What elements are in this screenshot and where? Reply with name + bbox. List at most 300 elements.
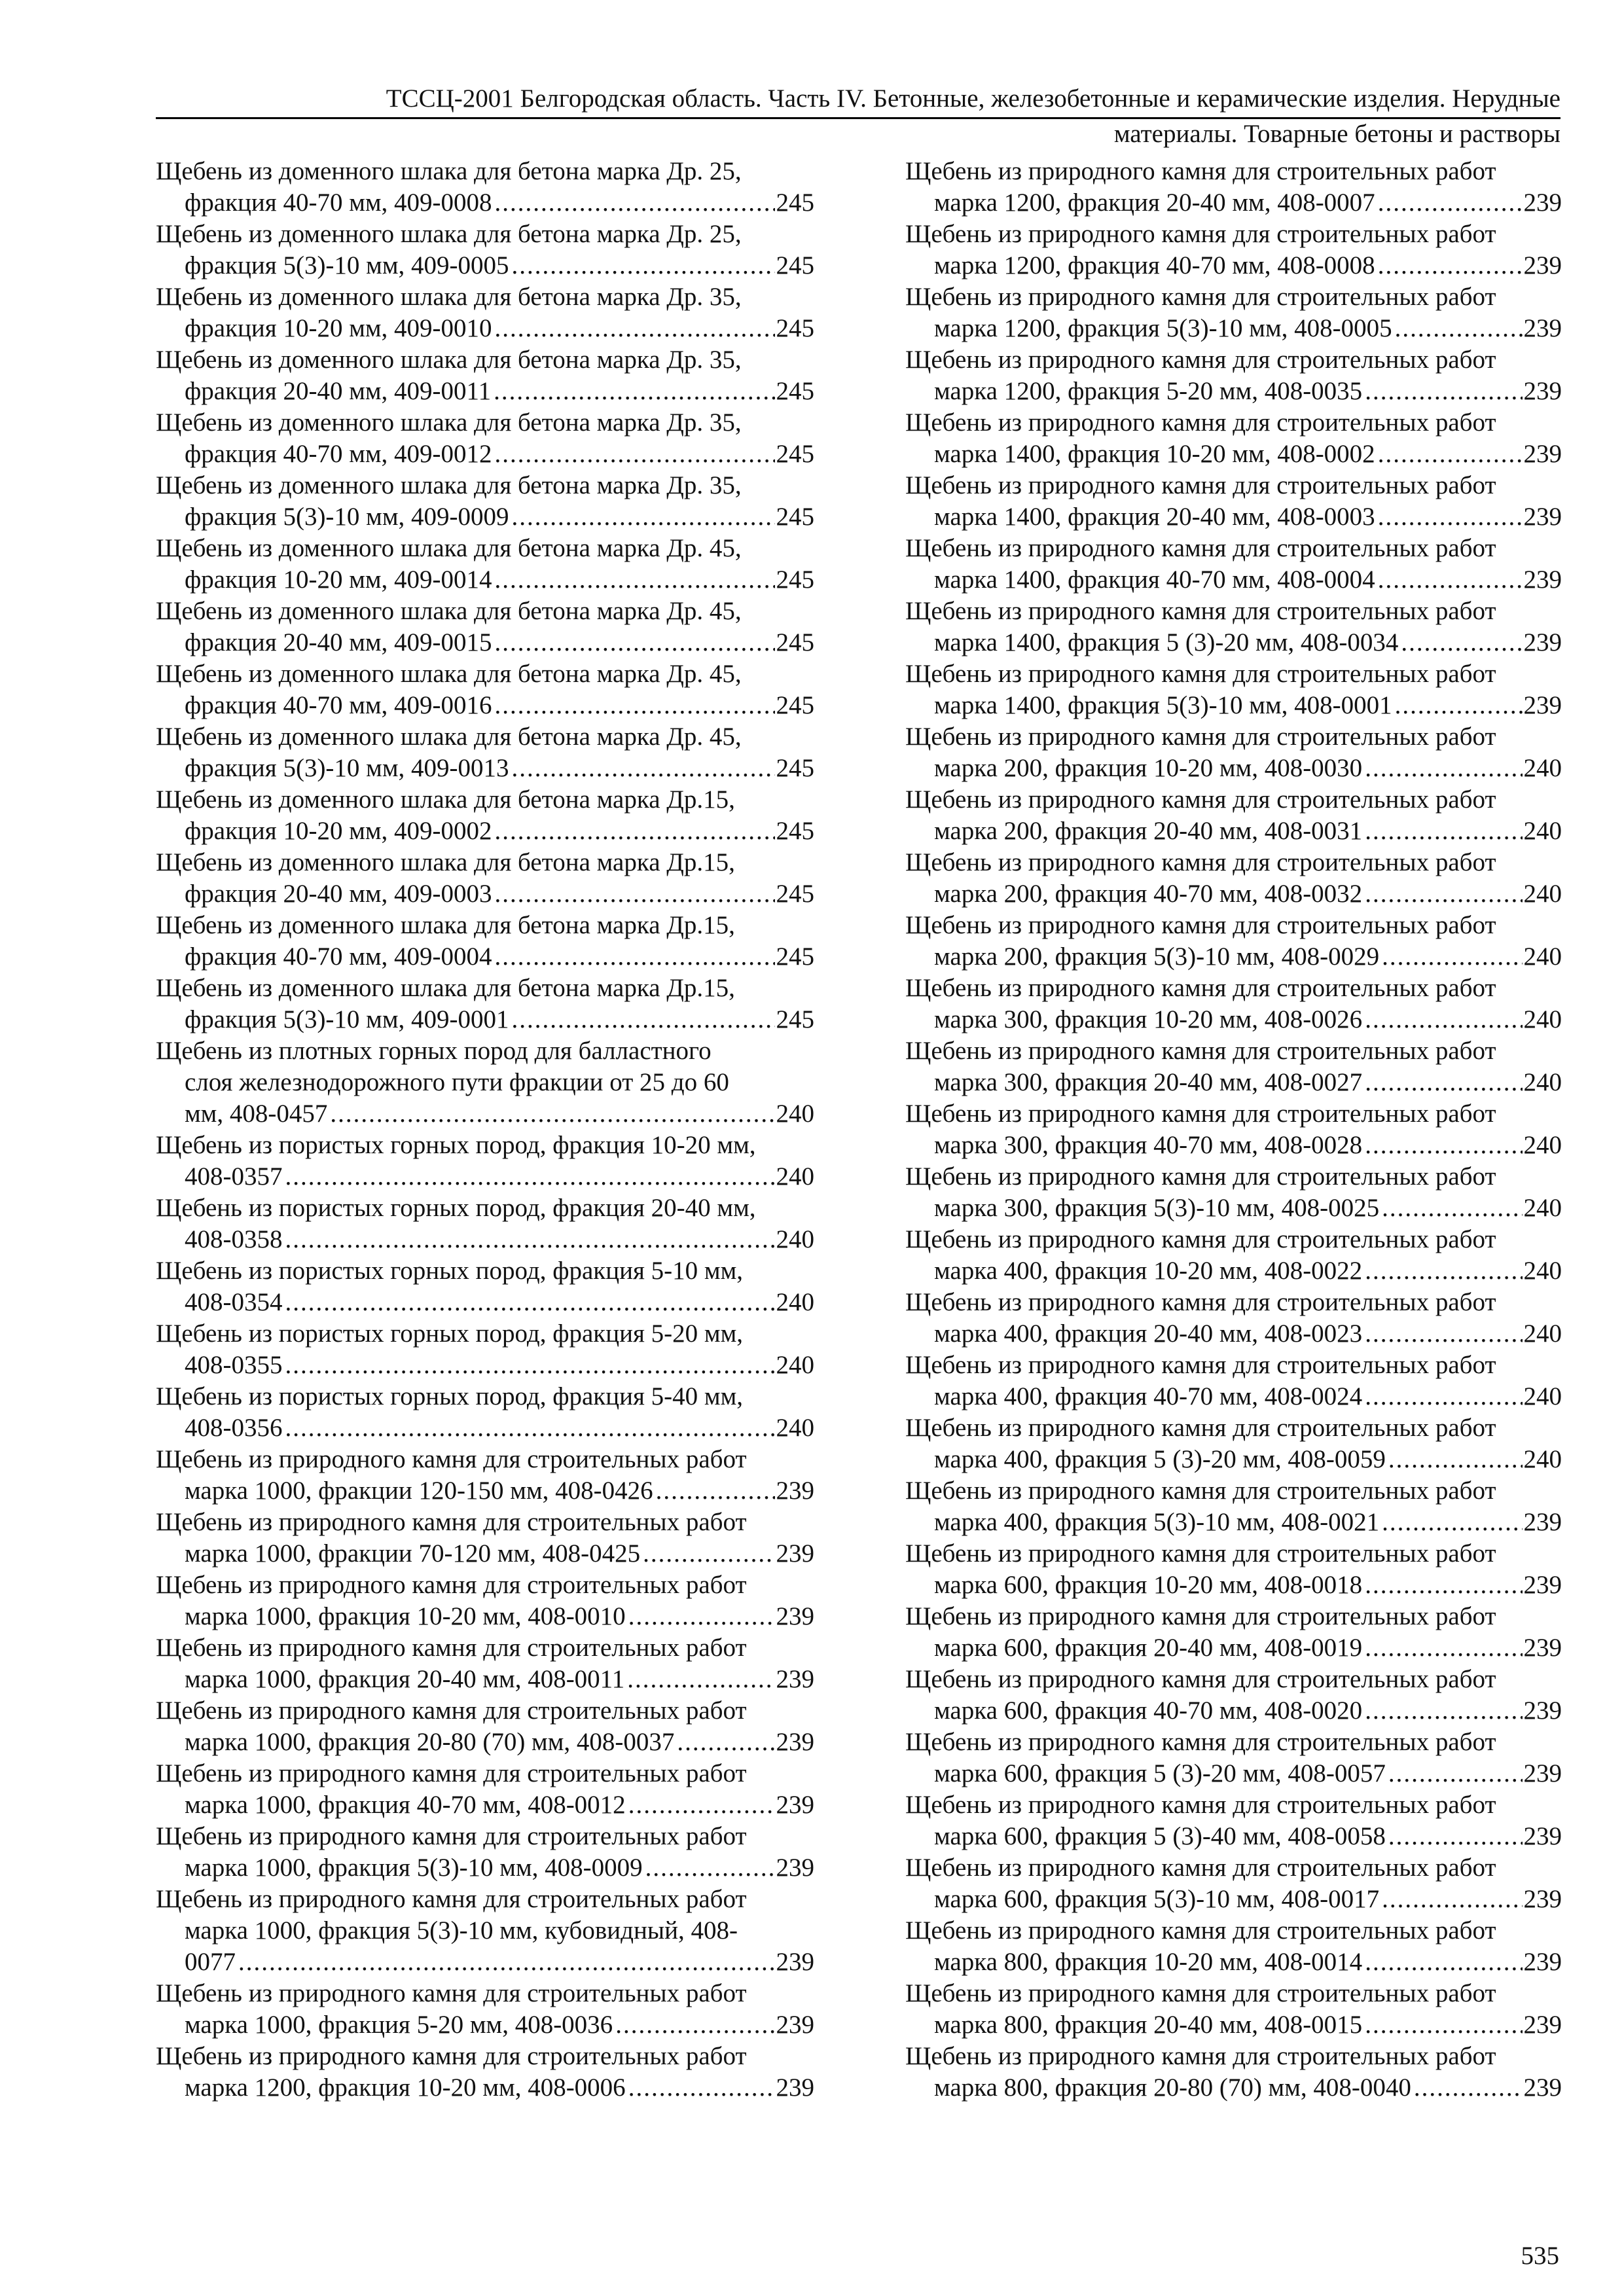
index-entry <box>905 1098 1562 1161</box>
index-entry <box>905 281 1562 344</box>
entry-detail-line <box>905 753 1562 784</box>
entry-page-ref: 245 <box>776 188 814 217</box>
entry-detail: фракция 40-70 мм, 409-0008 <box>185 188 492 217</box>
entry-page-ref: 245 <box>776 691 814 719</box>
entry-title: Щебень из природного камня для строительных работ <box>905 1916 1496 1945</box>
dot-leader <box>285 1412 775 1444</box>
entry-detail-line <box>905 1444 1562 1475</box>
entry-title: Щебень из доменного шлака для бетона марка Др. 45, <box>156 660 742 688</box>
entry-page-ref: 245 <box>776 942 814 971</box>
index-entry <box>905 533 1562 596</box>
entry-title: Щебень из природного камня для строительных работ <box>905 974 1496 1002</box>
entry-title: Щебень из доменного шлака для бетона марка Др.15, <box>156 785 735 814</box>
dot-leader <box>1388 1444 1523 1475</box>
entry-title: Щебень из природного камня для строительных работ <box>905 1414 1496 1442</box>
entry-detail: фракция 10-20 мм, 409-0014 <box>185 565 492 594</box>
dot-leader <box>1382 1884 1522 1915</box>
entry-detail-line <box>156 1098 814 1130</box>
index-entry <box>905 470 1562 533</box>
dot-leader <box>495 313 775 344</box>
entry-detail: марка 600, фракция 10-20 мм, 408-0018 <box>934 1571 1363 1599</box>
entry-page-ref: 239 <box>1523 440 1562 468</box>
dot-leader <box>628 1789 775 1821</box>
entry-detail-line <box>905 1507 1562 1538</box>
entry-detail: марка 1400, фракция 20-40 мм, 408-0003 <box>934 503 1375 531</box>
index-column-left <box>156 156 814 2104</box>
entry-detail: фракция 40-70 мм, 409-0016 <box>185 691 492 719</box>
entry-page-ref: 240 <box>1523 1194 1562 1222</box>
entry-title: Щебень из природного камня для строительных работ <box>905 1225 1496 1253</box>
entry-detail-line <box>156 2072 814 2104</box>
dot-leader <box>627 1664 774 1695</box>
entry-title: Щебень из природного камня для строительных работ <box>905 785 1496 814</box>
entry-page-ref: 239 <box>1523 1948 1562 1976</box>
index-entry <box>156 344 814 407</box>
dot-leader <box>495 439 775 470</box>
entry-title: Щебень из природного камня для строительных работ <box>905 1791 1496 1819</box>
entry-detail-line <box>156 1475 814 1507</box>
index-entry <box>156 910 814 973</box>
index-entry <box>156 1978 814 2041</box>
index-entry <box>156 1193 814 1255</box>
dot-leader <box>1414 2072 1523 2104</box>
entry-title: Щебень из природного камня для строительных работ <box>156 1822 747 1850</box>
index-entry <box>156 1821 814 1884</box>
entry-continuation: марка 1000, фракция 5(3)-10 мм, кубовидный, 408- <box>185 1916 738 1945</box>
entry-title: Щебень из природного камня для строительных работ <box>905 1162 1496 1191</box>
entry-detail: марка 600, фракция 5 (3)-20 мм, 408-0057 <box>934 1759 1386 1787</box>
entry-page-ref: 245 <box>776 377 814 405</box>
entry-detail: мм, 408-0457 <box>185 1100 328 1128</box>
entry-detail-line <box>905 1130 1562 1161</box>
dot-leader <box>1388 1758 1523 1789</box>
entry-page-ref: 239 <box>1523 251 1562 279</box>
index-entry <box>905 721 1562 784</box>
entry-page-ref: 240 <box>1523 880 1562 908</box>
entry-detail: 408-0356 <box>185 1414 283 1442</box>
entry-detail-line <box>156 1004 814 1035</box>
dot-leader <box>1382 1507 1522 1538</box>
entry-title: Щебень из природного камня для строительных работ <box>905 1602 1496 1630</box>
index-entry <box>156 407 814 470</box>
entry-detail-line <box>905 1067 1562 1098</box>
dot-leader <box>1365 1946 1522 1978</box>
entry-title: Щебень из природного камня для строительных работ <box>905 1854 1496 1882</box>
entry-detail: марка 800, фракция 20-80 (70) мм, 408-0040 <box>934 2073 1411 2102</box>
entry-page-ref: 239 <box>776 1477 814 1505</box>
entry-page-ref: 239 <box>1523 628 1562 656</box>
entry-page-ref: 245 <box>776 503 814 531</box>
entry-page-ref: 239 <box>776 2011 814 2039</box>
entry-detail-line <box>156 1350 814 1381</box>
entry-page-ref: 240 <box>1523 942 1562 971</box>
dot-leader <box>238 1946 775 1978</box>
dot-leader <box>1365 1318 1522 1350</box>
entry-title: Щебень из природного камня для строительных работ <box>905 157 1496 185</box>
entry-detail: марка 1200, фракция 5(3)-10 мм, 408-0005 <box>934 314 1392 342</box>
header-line-1: ТССЦ-2001 Белгородская область. Часть IV. Бетонные, железобетонные и керамические изделия. Нерудные <box>386 84 1561 113</box>
index-entry <box>156 658 814 721</box>
dot-leader <box>1365 1067 1522 1098</box>
dot-leader <box>512 753 775 784</box>
entry-title: Щебень из природного камня для строительных работ <box>905 660 1496 688</box>
entry-title: Щебень из природного камня для строительных работ <box>905 1728 1496 1756</box>
entry-detail-line <box>905 376 1562 407</box>
index-entry <box>905 658 1562 721</box>
entry-detail: марка 400, фракция 5(3)-10 мм, 408-0021 <box>934 1508 1380 1536</box>
entry-title: Щебень из доменного шлака для бетона марка Др.15, <box>156 911 735 939</box>
entry-detail: марка 1000, фракция 5(3)-10 мм, 408-0009 <box>185 1854 643 1882</box>
dot-leader <box>1365 1255 1522 1287</box>
entry-detail: марка 1400, фракция 5 (3)-20 мм, 408-0034 <box>934 628 1399 656</box>
dot-leader <box>1365 1381 1522 1412</box>
entry-title: Щебень из природного камня для строительных работ <box>156 1445 747 1473</box>
index-entry <box>905 1350 1562 1412</box>
entry-detail: 408-0354 <box>185 1288 283 1316</box>
entry-page-ref: 239 <box>1523 377 1562 405</box>
dot-leader <box>495 627 775 658</box>
entry-detail-line <box>156 1852 814 1884</box>
entry-page-ref: 240 <box>776 1225 814 1253</box>
index-entry <box>905 1852 1562 1915</box>
entry-title: Щебень из доменного шлака для бетона марка Др. 35, <box>156 346 742 374</box>
index-entry <box>905 1789 1562 1852</box>
entry-page-ref: 240 <box>1523 1257 1562 1285</box>
dot-leader <box>677 1727 774 1758</box>
entry-detail: марка 600, фракция 20-40 мм, 408-0019 <box>934 1634 1363 1662</box>
entry-page-ref: 240 <box>1523 1131 1562 1159</box>
entry-detail: фракция 40-70 мм, 409-0004 <box>185 942 492 971</box>
dot-leader <box>495 816 775 847</box>
entry-title: Щебень из доменного шлака для бетона марка Др. 35, <box>156 471 742 499</box>
entry-detail: марка 1400, фракция 5(3)-10 мм, 408-0001 <box>934 691 1392 719</box>
entry-detail: марка 800, фракция 10-20 мм, 408-0014 <box>934 1948 1363 1976</box>
dot-leader <box>1365 878 1522 910</box>
entry-page-ref: 239 <box>776 1728 814 1756</box>
entry-detail: марка 1000, фракция 10-20 мм, 408-0010 <box>185 1602 626 1630</box>
entry-detail-line <box>905 1255 1562 1287</box>
entry-detail: марка 200, фракция 20-40 мм, 408-0031 <box>934 817 1363 845</box>
index-entry <box>905 596 1562 658</box>
index-entry <box>905 1978 1562 2041</box>
entry-detail-line <box>905 816 1562 847</box>
entry-detail-line <box>905 1821 1562 1852</box>
entry-detail: фракция 40-70 мм, 409-0012 <box>185 440 492 468</box>
entry-detail: фракция 20-40 мм, 409-0015 <box>185 628 492 656</box>
entry-detail-line <box>905 2072 1562 2104</box>
entry-title: Щебень из природного камня для строительных работ <box>905 723 1496 751</box>
entry-detail-line <box>156 2009 814 2041</box>
header-rule <box>156 117 1561 119</box>
entry-title: Щебень из доменного шлака для бетона марка Др.15, <box>156 974 735 1002</box>
entry-title: Щебень из пористых горных пород, фракция 5-10 мм, <box>156 1257 744 1285</box>
entry-title: Щебень из природного камня для строительных работ <box>905 2042 1496 2070</box>
entry-page-ref: 240 <box>1523 817 1562 845</box>
index-entry <box>156 1758 814 1821</box>
index-entry <box>156 1035 814 1130</box>
entry-detail: марка 1000, фракция 5-20 мм, 408-0036 <box>185 2011 613 2039</box>
entry-page-ref: 239 <box>776 2073 814 2102</box>
entry-detail-line <box>905 1193 1562 1224</box>
entry-title: Щебень из природного камня для строительных работ <box>905 1539 1496 1568</box>
entry-title: Щебень из природного камня для строительных работ <box>905 408 1496 437</box>
entry-title: Щебень из доменного шлака для бетона марка Др.15, <box>156 848 735 876</box>
dot-leader <box>1365 1695 1522 1727</box>
index-entry <box>156 1444 814 1507</box>
entry-page-ref: 239 <box>776 1948 814 1976</box>
entry-detail-line <box>156 187 814 219</box>
dot-leader <box>1378 564 1523 596</box>
entry-page-ref: 245 <box>776 628 814 656</box>
entry-detail: марка 400, фракция 40-70 мм, 408-0024 <box>934 1382 1363 1410</box>
entry-detail-line <box>905 627 1562 658</box>
entry-detail: марка 1000, фракции 70-120 мм, 408-0425 <box>185 1539 641 1568</box>
entry-page-ref: 240 <box>776 1162 814 1191</box>
dot-leader <box>615 2009 774 2041</box>
dot-leader <box>1365 753 1522 784</box>
entry-detail: марка 1200, фракция 40-70 мм, 408-0008 <box>934 251 1375 279</box>
entry-detail: марка 1000, фракции 120-150 мм, 408-0426 <box>185 1477 653 1505</box>
entry-detail: 408-0355 <box>185 1351 283 1379</box>
entry-page-ref: 239 <box>1523 691 1562 719</box>
dot-leader <box>1365 1130 1522 1161</box>
entry-detail-line <box>905 1884 1562 1915</box>
index-entry <box>905 1538 1562 1601</box>
entry-page-ref: 239 <box>1523 1822 1562 1850</box>
index-entry <box>156 1381 814 1444</box>
index-entry <box>905 1161 1562 1224</box>
entry-page-ref: 240 <box>1523 1068 1562 1096</box>
entry-detail: марка 300, фракция 10-20 мм, 408-0026 <box>934 1005 1363 1033</box>
index-entry <box>905 1915 1562 1978</box>
entry-page-ref: 245 <box>776 754 814 782</box>
entry-detail-line <box>905 2009 1562 2041</box>
dot-leader <box>495 878 775 910</box>
entry-page-ref: 239 <box>776 1602 814 1630</box>
dot-leader <box>1382 941 1522 973</box>
entry-detail-line <box>156 501 814 533</box>
index-entry <box>156 533 814 596</box>
entry-title: Щебень из природного камня для строительных работ <box>905 1100 1496 1128</box>
dot-leader <box>285 1224 775 1255</box>
index-entry <box>156 470 814 533</box>
index-entry <box>905 784 1562 847</box>
entry-page-ref: 239 <box>1523 1696 1562 1725</box>
entry-detail-line <box>156 1224 814 1255</box>
entry-title: Щебень из природного камня для строительных работ <box>156 1979 747 2007</box>
entry-title: Щебень из природного камня для строительных работ <box>156 1885 747 1913</box>
index-entry <box>156 1695 814 1758</box>
entry-title: Щебень из доменного шлака для бетона марка Др. 25, <box>156 157 742 185</box>
index-entry <box>905 1035 1562 1098</box>
entry-detail-line <box>905 1632 1562 1664</box>
entry-detail: марка 300, фракция 40-70 мм, 408-0028 <box>934 1131 1363 1159</box>
entry-detail: марка 1200, фракция 5-20 мм, 408-0035 <box>934 377 1363 405</box>
entry-detail: марка 600, фракция 40-70 мм, 408-0020 <box>934 1696 1363 1725</box>
index-entry <box>905 1287 1562 1350</box>
dot-leader <box>1365 1632 1522 1664</box>
entry-title: Щебень из природного камня для строительных работ <box>905 220 1496 248</box>
entry-title: Щебень из природного камня для строительных работ <box>905 534 1496 562</box>
entry-title: Щебень из природного камня для строительных работ <box>905 911 1496 939</box>
entry-detail-line <box>156 753 814 784</box>
dot-leader <box>495 690 775 721</box>
entry-detail: 408-0358 <box>185 1225 283 1253</box>
dot-leader <box>1378 439 1523 470</box>
entry-page-ref: 239 <box>1523 503 1562 531</box>
entry-page-ref: 239 <box>776 1854 814 1882</box>
page-number: 535 <box>1521 2242 1559 2270</box>
entry-detail-line <box>905 187 1562 219</box>
entry-page-ref: 240 <box>776 1288 814 1316</box>
entry-title: Щебень из природного камня для строительных работ <box>905 597 1496 625</box>
entry-detail-line <box>905 690 1562 721</box>
entry-page-ref: 240 <box>1523 1319 1562 1348</box>
dot-leader <box>656 1475 775 1507</box>
entry-detail: фракция 10-20 мм, 409-0010 <box>185 314 492 342</box>
entry-detail-line <box>905 313 1562 344</box>
entry-detail: фракция 5(3)-10 мм, 409-0001 <box>185 1005 509 1033</box>
entry-title: Щебень из доменного шлака для бетона марка Др. 45, <box>156 534 742 562</box>
entry-page-ref: 245 <box>776 440 814 468</box>
entry-detail-line <box>156 941 814 973</box>
index-entry <box>905 156 1562 219</box>
index-entry <box>156 1884 814 1978</box>
index-entry <box>156 847 814 910</box>
entry-title: Щебень из природного камня для строительных работ <box>905 848 1496 876</box>
entry-detail: марка 600, фракция 5 (3)-40 мм, 408-0058 <box>934 1822 1386 1850</box>
entry-page-ref: 240 <box>1523 1382 1562 1410</box>
entry-title: Щебень из природного камня для строительных работ <box>156 2042 747 2070</box>
entry-detail-line <box>156 564 814 596</box>
entry-detail: марка 400, фракция 5 (3)-20 мм, 408-0059 <box>934 1445 1386 1473</box>
entry-title: Щебень из пористых горных пород, фракция 20-40 мм, <box>156 1194 756 1222</box>
dot-leader <box>495 941 775 973</box>
entry-page-ref: 240 <box>1523 1445 1562 1473</box>
entry-detail: фракция 5(3)-10 мм, 409-0009 <box>185 503 509 531</box>
index-entry <box>156 1632 814 1695</box>
index-entry <box>905 1475 1562 1538</box>
entry-page-ref: 239 <box>1523 1508 1562 1536</box>
entry-page-ref: 239 <box>776 1539 814 1568</box>
entry-title: Щебень из природного камня для строительных работ <box>156 1634 747 1662</box>
entry-page-ref: 239 <box>1523 1885 1562 1913</box>
entry-title: Щебень из доменного шлака для бетона марка Др. 35, <box>156 283 742 311</box>
index-entry <box>156 219 814 281</box>
entry-detail: 0077 <box>185 1948 236 1976</box>
dot-leader <box>645 1852 775 1884</box>
dot-leader <box>1365 1004 1522 1035</box>
entry-page-ref: 240 <box>1523 1005 1562 1033</box>
entry-detail-line <box>905 1004 1562 1035</box>
dot-leader <box>1365 816 1522 847</box>
entry-detail: марка 200, фракция 40-70 мм, 408-0032 <box>934 880 1363 908</box>
dot-leader <box>1401 627 1522 658</box>
index-entry <box>156 281 814 344</box>
entry-page-ref: 239 <box>776 1665 814 1693</box>
entry-page-ref: 239 <box>1523 2073 1562 2102</box>
entry-title: Щебень из пористых горных пород, фракция 5-40 мм, <box>156 1382 744 1410</box>
entry-detail: марка 300, фракция 20-40 мм, 408-0027 <box>934 1068 1363 1096</box>
index-entry <box>156 156 814 219</box>
index-entry <box>156 1570 814 1632</box>
dot-leader <box>1365 376 1522 407</box>
dot-leader <box>495 564 775 596</box>
header-line-2: материалы. Товарные бетоны и растворы <box>1113 120 1561 148</box>
entry-page-ref: 239 <box>776 1791 814 1819</box>
entry-detail-line <box>156 376 814 407</box>
entry-title: Щебень из пористых горных пород, фракция 5-20 мм, <box>156 1319 744 1348</box>
entry-page-ref: 239 <box>1523 565 1562 594</box>
entry-page-ref: 240 <box>776 1100 814 1128</box>
entry-title: Щебень из природного камня для строительных работ <box>905 1037 1496 1065</box>
entry-title: Щебень из доменного шлака для бетона марка Др. 45, <box>156 597 742 625</box>
entry-detail-line <box>156 1412 814 1444</box>
entry-title: Щебень из природного камня для строительных работ <box>156 1508 747 1536</box>
entry-detail-line <box>905 941 1562 973</box>
entry-page-ref: 245 <box>776 314 814 342</box>
entry-page-ref: 245 <box>776 565 814 594</box>
index-entry <box>905 1727 1562 1789</box>
entry-detail-line <box>905 878 1562 910</box>
entry-detail: марка 400, фракция 10-20 мм, 408-0022 <box>934 1257 1363 1285</box>
index-entry <box>905 910 1562 973</box>
entry-detail: марка 400, фракция 20-40 мм, 408-0023 <box>934 1319 1363 1348</box>
entry-page-ref: 239 <box>1523 2011 1562 2039</box>
dot-leader <box>1388 1821 1523 1852</box>
index-entry <box>905 2041 1562 2104</box>
entry-page-ref: 245 <box>776 1005 814 1033</box>
dot-leader <box>1378 187 1523 219</box>
dot-leader <box>285 1350 775 1381</box>
entry-detail: фракция 5(3)-10 мм, 409-0013 <box>185 754 509 782</box>
entry-page-ref: 239 <box>1523 314 1562 342</box>
entry-title: Щебень из природного камня для строительных работ <box>905 1351 1496 1379</box>
entry-detail-line <box>905 564 1562 596</box>
entry-detail: марка 200, фракция 10-20 мм, 408-0030 <box>934 754 1363 782</box>
dot-leader <box>1365 1570 1522 1601</box>
entry-page-ref: 245 <box>776 880 814 908</box>
entry-title: Щебень из природного камня для строительных работ <box>905 1979 1496 2007</box>
entry-detail-line <box>156 313 814 344</box>
index-entry <box>905 219 1562 281</box>
dot-leader <box>512 1004 775 1035</box>
entry-detail-line <box>156 1664 814 1695</box>
entry-detail-line <box>905 1946 1562 1978</box>
entry-title: Щебень из природного камня для строительных работ <box>156 1759 747 1787</box>
entry-detail-line <box>905 1318 1562 1350</box>
dot-leader <box>330 1098 774 1130</box>
entry-detail: марка 1400, фракция 40-70 мм, 408-0004 <box>934 565 1375 594</box>
entry-continuation: слоя железнодорожного пути фракции от 25 до 60 <box>185 1068 729 1096</box>
entry-page-ref: 239 <box>1523 1571 1562 1599</box>
entry-detail: марка 1400, фракция 10-20 мм, 408-0002 <box>934 440 1375 468</box>
entry-title: Щебень из доменного шлака для бетона марка Др. 45, <box>156 723 742 751</box>
entry-page-ref: 239 <box>1523 1759 1562 1787</box>
index-entry <box>905 847 1562 910</box>
entry-page-ref: 245 <box>776 251 814 279</box>
entry-detail: фракция 10-20 мм, 409-0002 <box>185 817 492 845</box>
index-entry <box>905 1664 1562 1727</box>
index-entry <box>156 973 814 1035</box>
dot-leader <box>628 2072 775 2104</box>
dot-leader <box>285 1161 775 1193</box>
dot-leader <box>1382 1193 1522 1224</box>
index-entry <box>156 784 814 847</box>
dot-leader <box>628 1601 775 1632</box>
index-entry <box>905 1224 1562 1287</box>
entry-title: Щебень из природного камня для строительных работ <box>905 471 1496 499</box>
